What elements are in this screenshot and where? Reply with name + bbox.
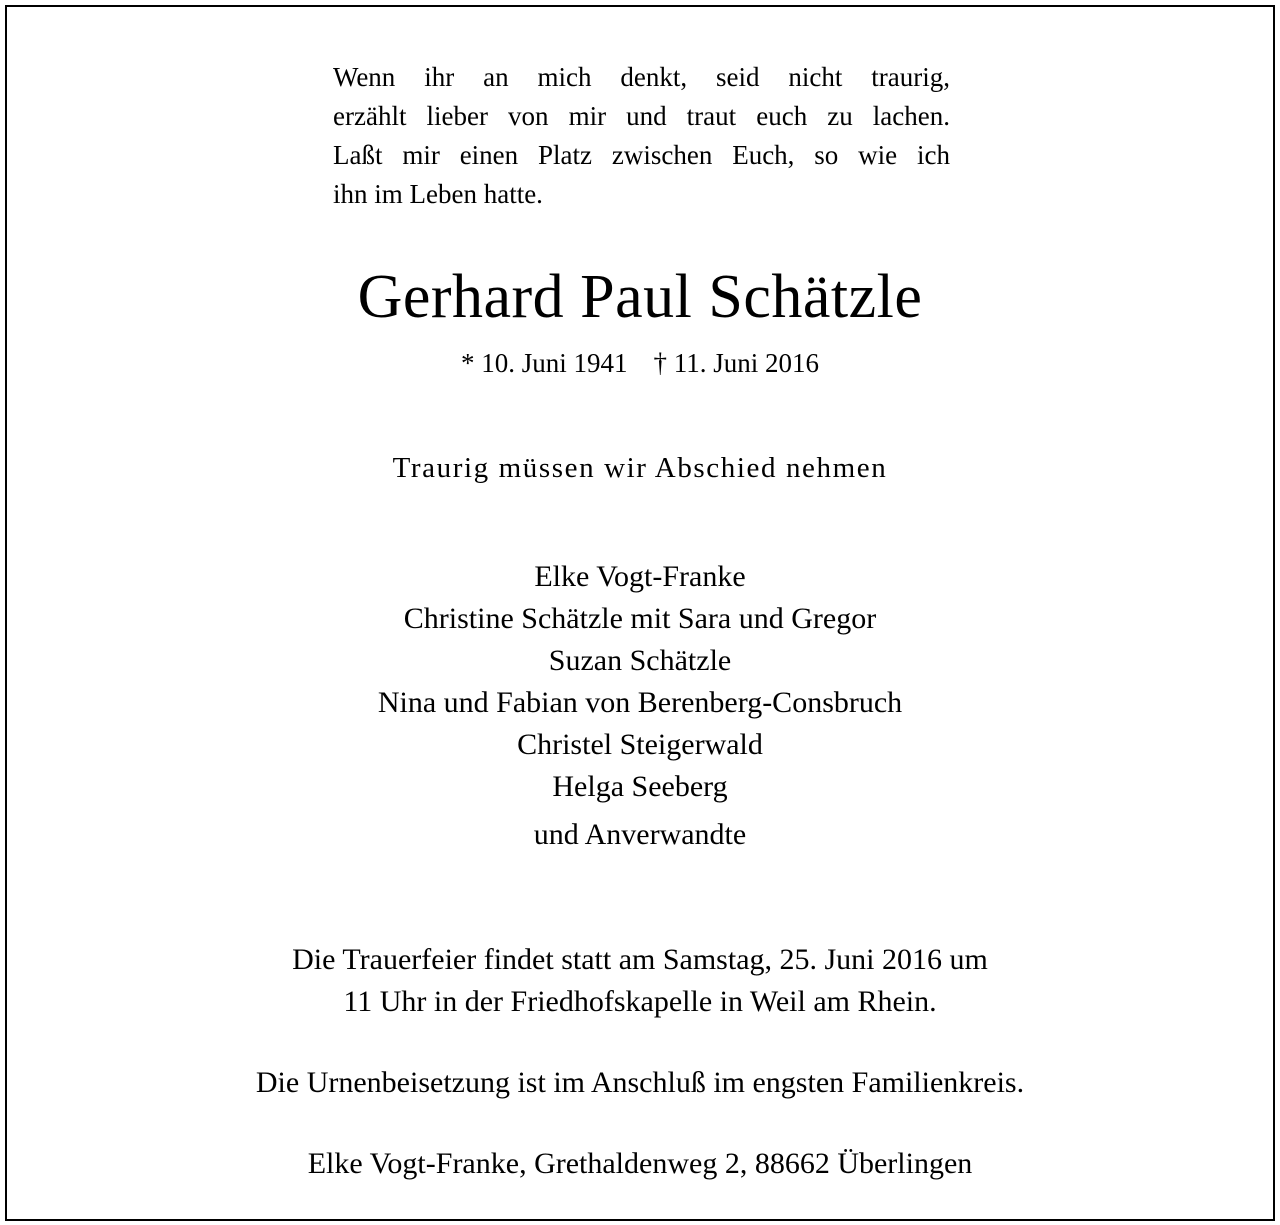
farewell-text: Traurig müssen wir Abschied nehmen	[392, 452, 888, 484]
poem-line-4: ihn im Leben hatte.	[333, 179, 543, 209]
mourner-2: Christine Schätzle mit Sara und Gregor	[403, 602, 877, 635]
mourner-3: Suzan Schätzle	[548, 644, 732, 677]
ceremony-line-2: 11 Uhr in der Friedhofskapelle in Weil am Rhein.	[343, 985, 937, 1018]
poem-line-3: Laßt mir einen Platz zwischen Euch, so wie ich	[333, 140, 950, 170]
deceased-name: Gerhard Paul Schätzle	[357, 263, 923, 331]
ceremony-line-1: Die Trauerfeier findet statt am Samstag, 25. Juni 2016 um	[292, 943, 988, 976]
death-date: † 11. Juni 2016	[653, 348, 820, 378]
mourner-5: Christel Steigerwald	[517, 728, 763, 761]
mourner-4: Nina und Fabian von Berenberg-Consbruch	[377, 686, 903, 719]
contact-address: Elke Vogt-Franke, Grethaldenweg 2, 88662 Überlingen	[307, 1147, 973, 1180]
mourner-7: und Anverwandte	[533, 818, 747, 851]
burial-text: Die Urnenbeisetzung ist im Anschluß im engsten Familienkreis.	[255, 1066, 1025, 1099]
poem-line-2: erzählt lieber von mir und traut euch zu lachen.	[333, 101, 950, 131]
poem-line-1: Wenn ihr an mich denkt, seid nicht traurig,	[333, 62, 950, 92]
birth-date: * 10. Juni 1941	[460, 348, 628, 378]
mourner-6: Helga Seeberg	[552, 770, 728, 803]
mourner-1: Elke Vogt-Franke	[534, 560, 746, 593]
life-dates	[0, 348, 1280, 379]
